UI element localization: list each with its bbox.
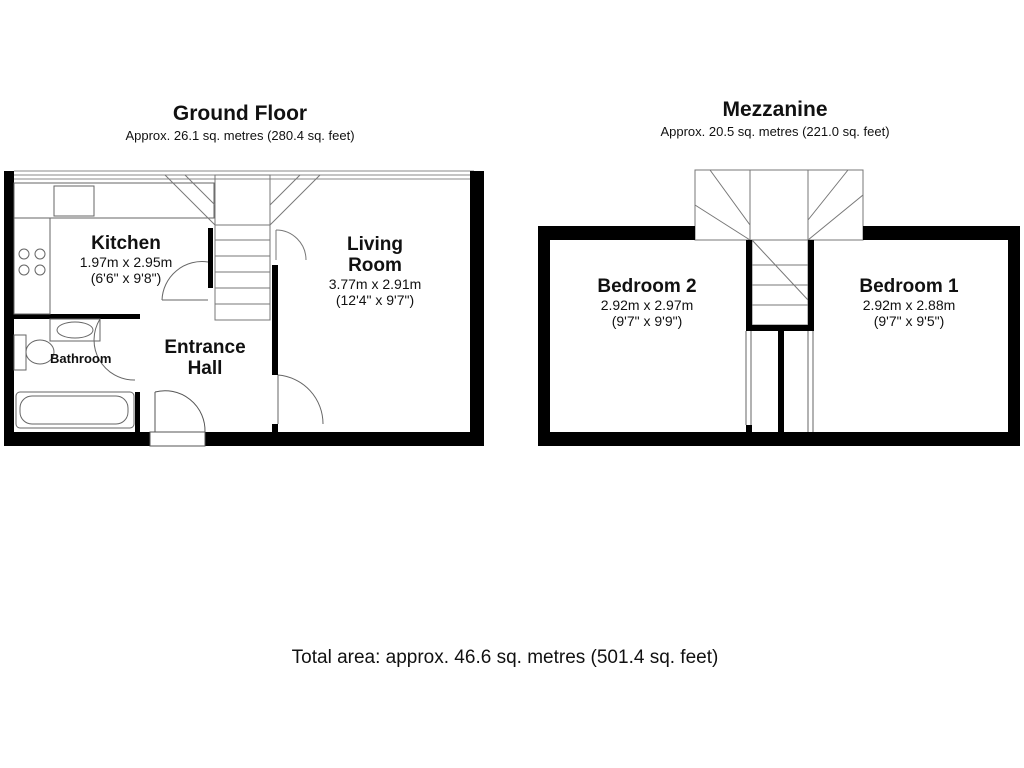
bedroom-2-dimensions-imperial: (9'7" x 9'9") bbox=[611, 313, 683, 329]
mezzanine-area: Approx. 20.5 sq. metres (221.0 sq. feet) bbox=[660, 124, 890, 139]
total-area: Total area: approx. 46.6 sq. metres (501.4 sq. feet) bbox=[291, 647, 719, 668]
bedroom-1-dimensions-metric: 2.92m x 2.88m bbox=[862, 297, 956, 313]
mezzanine-title: Mezzanine bbox=[722, 98, 828, 121]
entrance-hall-name-line-2: Hall bbox=[187, 358, 223, 379]
bedroom-2-dimensions-metric: 2.92m x 2.97m bbox=[600, 297, 694, 313]
kitchen-name: Kitchen bbox=[91, 233, 161, 254]
bedroom-2-name: Bedroom 2 bbox=[597, 276, 697, 297]
bedroom-1-dimensions-imperial: (9'7" x 9'5") bbox=[873, 313, 945, 329]
ground-floor-title: Ground Floor bbox=[172, 102, 308, 125]
mezzanine-walls bbox=[538, 226, 1020, 446]
bathroom-name: Bathroom bbox=[50, 351, 112, 366]
living-room-dimensions-imperial: (12'4" x 9'7") bbox=[335, 292, 415, 308]
kitchen-label bbox=[56, 233, 196, 286]
living-room-name-line-1: Living bbox=[347, 234, 403, 255]
entrance-hall-label bbox=[145, 337, 265, 379]
bathroom-fittings bbox=[14, 319, 135, 428]
ground-floor-plan bbox=[4, 171, 484, 446]
living-room-label bbox=[305, 234, 445, 308]
bedroom-2-label bbox=[577, 276, 717, 329]
kitchen-dimensions-metric: 1.97m x 2.95m bbox=[79, 254, 173, 270]
ground-floor-area: Approx. 26.1 sq. metres (280.4 sq. feet) bbox=[125, 128, 355, 143]
entrance-hall-name-line-1: Entrance bbox=[164, 337, 246, 358]
living-room-dimensions-metric: 3.77m x 2.91m bbox=[328, 276, 422, 292]
ground-floor-walls bbox=[4, 171, 484, 446]
living-room-name-line-2: Room bbox=[348, 255, 402, 276]
bedroom-1-label bbox=[839, 276, 979, 329]
kitchen-dimensions-imperial: (6'6" x 9'8") bbox=[90, 270, 162, 286]
front-door bbox=[150, 391, 205, 446]
mezzanine-stairs bbox=[695, 170, 863, 325]
bedroom-1-name: Bedroom 1 bbox=[859, 276, 959, 297]
living-room-door bbox=[278, 375, 323, 424]
